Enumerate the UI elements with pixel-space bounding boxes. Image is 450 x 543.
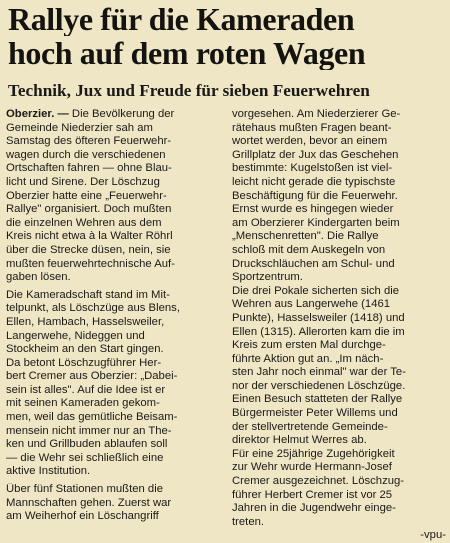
article-column-right bbox=[232, 108, 446, 543]
headline bbox=[8, 2, 444, 70]
text-line: der stellvertretende Gemeinde- bbox=[232, 420, 388, 433]
text-line: Stockheim an den Start gingen. bbox=[6, 343, 164, 356]
text-line: zur Wehr wurde Hermann-Josef bbox=[232, 461, 392, 474]
text-line: Wehren aus Langerwehe (1461 bbox=[232, 298, 391, 311]
headline-line-2: hoch auf dem roten Wagen bbox=[8, 36, 366, 70]
text-line: schloß mit dem Auskegeln von bbox=[232, 243, 386, 256]
text-line: bert Cremer aus Oberzier: „Dabei- bbox=[6, 370, 178, 383]
text-line: mußten feuerwehrtechnische Auf- bbox=[6, 257, 175, 270]
text-line: führer Herbert Cremer ist vor 25 bbox=[232, 488, 393, 501]
text-line: telpunkt, als Löschzüge aus Blens, bbox=[6, 302, 180, 315]
text-line: „Menschenretten". Die Rallye bbox=[232, 230, 379, 243]
subheadline: Technik, Jux und Freude für sieben Feuerwehren bbox=[8, 81, 370, 100]
text-line: Grillplatz der Jux das Geschehen bbox=[232, 148, 399, 161]
text-line: bestimmte: Kugelstoßen ist viel- bbox=[232, 162, 393, 175]
text-line: Punkte), Hasselsweiler (1418) und bbox=[232, 311, 405, 324]
text-line: Kreis zum ersten Mal durchge- bbox=[232, 339, 386, 352]
text-line: Druckschläuchen am Schul- und bbox=[232, 257, 395, 270]
text-line: Langerwehe, Nideggen und bbox=[6, 329, 145, 342]
text-line: aktive Institution. bbox=[6, 465, 91, 478]
article-column-left bbox=[6, 108, 220, 524]
text-line: direktor Helmut Werres ab. bbox=[232, 434, 367, 447]
text-line: Einen Besuch statteten der Rallye bbox=[232, 393, 403, 406]
text-line: Mannschaften gehen. Zuerst war bbox=[6, 496, 172, 509]
dateline: Oberzier. — bbox=[6, 108, 69, 120]
text-line: Ellen (1315). Allerorten kam die im bbox=[232, 325, 405, 338]
text-line: — die Wehr sei schließlich eine bbox=[6, 451, 164, 464]
text-line bbox=[6, 108, 220, 122]
text-line: gaben lösen. bbox=[6, 271, 71, 284]
author-signature: -vpu- bbox=[420, 529, 446, 542]
text-line: mit seinen Kameraden gekom- bbox=[6, 397, 160, 410]
text-line: leicht nicht gerade die typischste bbox=[232, 175, 396, 188]
text-line: führte Aktion gut an. „Im näch- bbox=[232, 352, 384, 365]
text-line: sten Jahr noch einmal" war der Te- bbox=[232, 366, 406, 379]
text-line: Ernst wurde es hingegen wieder bbox=[232, 203, 394, 216]
text-line: men, weil das gemütliche Beisam- bbox=[6, 411, 178, 424]
text-line: Kreis nicht etwa à la Walter Röhrl bbox=[6, 230, 173, 243]
text-line: am Oberzierer Kindergarten beim bbox=[232, 216, 400, 229]
text-line: mensein nicht immer nur an The- bbox=[6, 424, 172, 437]
text-line: nor der verschiedenen Löschzüge. bbox=[232, 379, 406, 392]
text-line: Beschäftigung für die Feuerwehr. bbox=[232, 189, 398, 202]
text-line: Ellen, Hambach, Hasselsweiler, bbox=[6, 315, 165, 328]
text-line: wagen durch die verschiedenen bbox=[6, 148, 166, 161]
text-line: Die Kameradschaft stand im Mit- bbox=[6, 288, 170, 301]
text-line: Jahren in die Jugendwehr einge- bbox=[232, 502, 396, 515]
text-line: Rallye" organisiert. Doch mußten bbox=[6, 203, 172, 216]
text-line: treten. bbox=[232, 515, 265, 528]
text-line: Gemeinde Niederzier sah am bbox=[6, 121, 153, 134]
text-line: am Weiherhof ein Löschangriff bbox=[6, 510, 159, 523]
text-line: Sportzentrum. bbox=[232, 271, 303, 284]
text-line: Da betont Löschzugführer Her- bbox=[6, 356, 162, 369]
text-line: ken und Grillbuden ablaufen soll bbox=[6, 438, 168, 451]
text-line: Oberzier hatte eine „Feuerwehr- bbox=[6, 189, 167, 202]
text-line: über die Strecke düsen, nein, sie bbox=[6, 243, 171, 256]
headline-line-1: Rallye für die Kameraden bbox=[8, 2, 355, 36]
text-line: wortet werden, bevor an einem bbox=[232, 135, 388, 148]
text-line-content: Die Bevölkerung der bbox=[68, 108, 175, 120]
text-line: Für eine 25jährige Zugehörigkeit bbox=[232, 447, 395, 460]
text-line: sein ist alles". Auf die Idee ist er bbox=[6, 383, 166, 396]
text-line: Samstag des öfteren Feuerwehr- bbox=[6, 135, 172, 148]
text-line: Ortschaften fahren — ohne Blau- bbox=[6, 162, 172, 175]
text-line: Bürgermeister Peter Willems und bbox=[232, 407, 398, 420]
text-line: rätehaus mußten Fragen beant- bbox=[232, 121, 392, 134]
text-line: Cremer ausgezeichnet. Löschzug- bbox=[232, 475, 405, 488]
text-line: die einzelnen Wehren aus dem bbox=[6, 216, 162, 229]
text-line: Über fünf Stationen mußten die bbox=[6, 483, 163, 496]
text-line: licht und Sirene. Der Löschzug bbox=[6, 175, 160, 188]
text-line: Die drei Pokale sicherten sich die bbox=[232, 284, 400, 297]
text-line: vorgesehen. Am Niederzierer Ge- bbox=[232, 108, 401, 120]
